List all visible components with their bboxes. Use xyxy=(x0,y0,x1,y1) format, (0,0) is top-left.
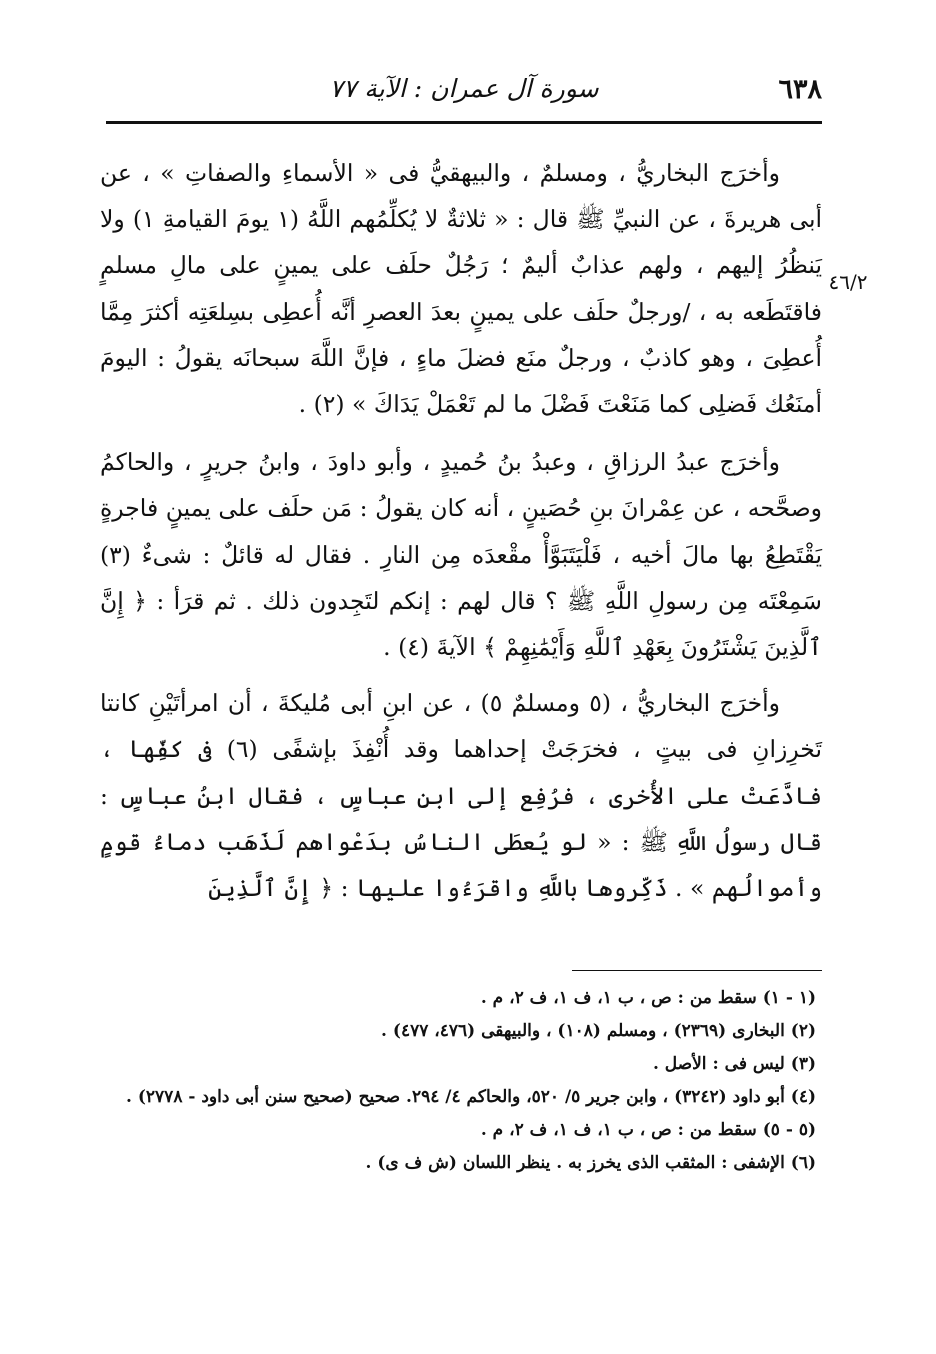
footnote-5: (٥ - ٥) سقط من : ص ، ب ١، ف ١، ف ٢، م . xyxy=(480,1120,816,1140)
page-header xyxy=(106,62,822,122)
footnote-2: (٢) البخارى (٢٣٦٩) ، ومسلم (١٠٨) ، والبيهقى (٤٧٦، ٤٧٧) . xyxy=(381,1021,816,1041)
page-number: ٦٣٨ xyxy=(778,74,822,105)
footnote-3: (٣) ليس فى : الأصل . xyxy=(652,1054,816,1074)
paragraph-2: وأخرَج عبدُ الرزاقِ ، وعبدُ بنُ حُميدٍ ، وأبو داودَ ، وابنُ جريرٍ ، والحاكمُ وصحَّحه ، عن عِمْرانَ بنِ حُصَينٍ ، أنه كان يقولُ : مَن حلَف على يمينٍ فاجرةٍ يَقْتَطِعُ بها مالَ أخيه ، فَلْيَتَبَوَّأْ مقْعدَه مِن النارِ . فقال له قائلٌ : شىءٌ (٣) سَمِعْتَه مِن رسولِ اللَّهِ ﷺ ؟ قال لهم : إنكم لتَجِدون ذلك . ثم قرَأ : ﴿ إِنَّ ٱلَّذِينَ يَشْتَرُونَ بِعَهْدِ ٱللَّهِ وَأَيْمَٰنِهِمْ ﴾ الآيةَ (٤) . xyxy=(100,448,822,662)
paragraph-3: وأخرَج البخاريُّ ، (٥ ومسلمٌ ٥) ، عن ابنِ أبى مُليكةَ ، أن امرأتَيْنِ كانتا تَخرِزانِ فى بيتٍ ، فخرَجَتْ إحداهما وقد أُنْفِذَ بإشفًى (٦) فى كفِّها ، فادَّعَتْ على الأُخرى ، فرُفِع إلى ابنِ عباسٍ ، فقال ابنُ عباسٍ : قال رسولُ اللَّهِ ﷺ : « لو يُعطَى الناسُ بدَعْواهم لَذَهَب دماءُ قومٍ وأموالُهم » . ذَكِّروها باللَّهِ واقرَءُوا عليها : ﴿ إِنَّ ٱلَّذِينَ xyxy=(100,689,822,903)
footnote-1: (١ - ١) سقط من : ص ، ب ١، ف ١، ف ٢، م . xyxy=(480,988,816,1008)
main-text xyxy=(100,150,822,923)
footnote-separator xyxy=(572,970,822,971)
running-title: سورة آل عمران : الآية ٧٧ xyxy=(329,74,599,103)
paragraph-1: وأخرَج البخاريُّ ، ومسلمٌ ، والبيهقيُّ فى « الأسماءِ والصفاتِ » ، عن أبى هريرةَ ، عن النبيِّ ﷺ قال : « ثلاثةٌ لا يُكلِّمُهم اللَّهُ (١ يومَ القيامةِ ١) ولا يَنظُرُ إليهم ، ولهم عذابٌ أليمٌ ؛ رَجُلٌ حلَف على يمينٍ على مالِ مسلمٍ فاقتَطَعه به ، /ورجلٌ حلَف على يمينٍ بعدَ العصرِ أنَّه أُعطِى بسِلعَتِه أكثرَ مِمَّا أُعطِىَ ، وهو كاذبٌ ، ورجلٌ منَع فضلَ ماءٍ ، فإنَّ اللَّهَ سبحانَه يقولُ : اليومَ أمنَعُك فَضلِى كما مَنَعْتَ فَضْلَ ما لم تَعْمَلْ يَدَاكَ » (٢) . xyxy=(100,159,823,419)
footnote-6: (٦) الإشفى : المثقب الذى يخرز به . ينظر اللسان (ش ف ى) . xyxy=(365,1153,816,1173)
footnotes xyxy=(100,982,822,1180)
footnote-4: (٤) أبو داود (٣٢٤٢) ، وابن جرير ٥/ ٥٢٠، والحاكم ٤/ ٢٩٤. صحيح (صحيح سنن أبى داود - ٢٧٧٨) . xyxy=(126,1087,816,1107)
margin-volume-page-note: ٤٦/٢ xyxy=(828,270,868,294)
header-rule xyxy=(106,121,822,124)
